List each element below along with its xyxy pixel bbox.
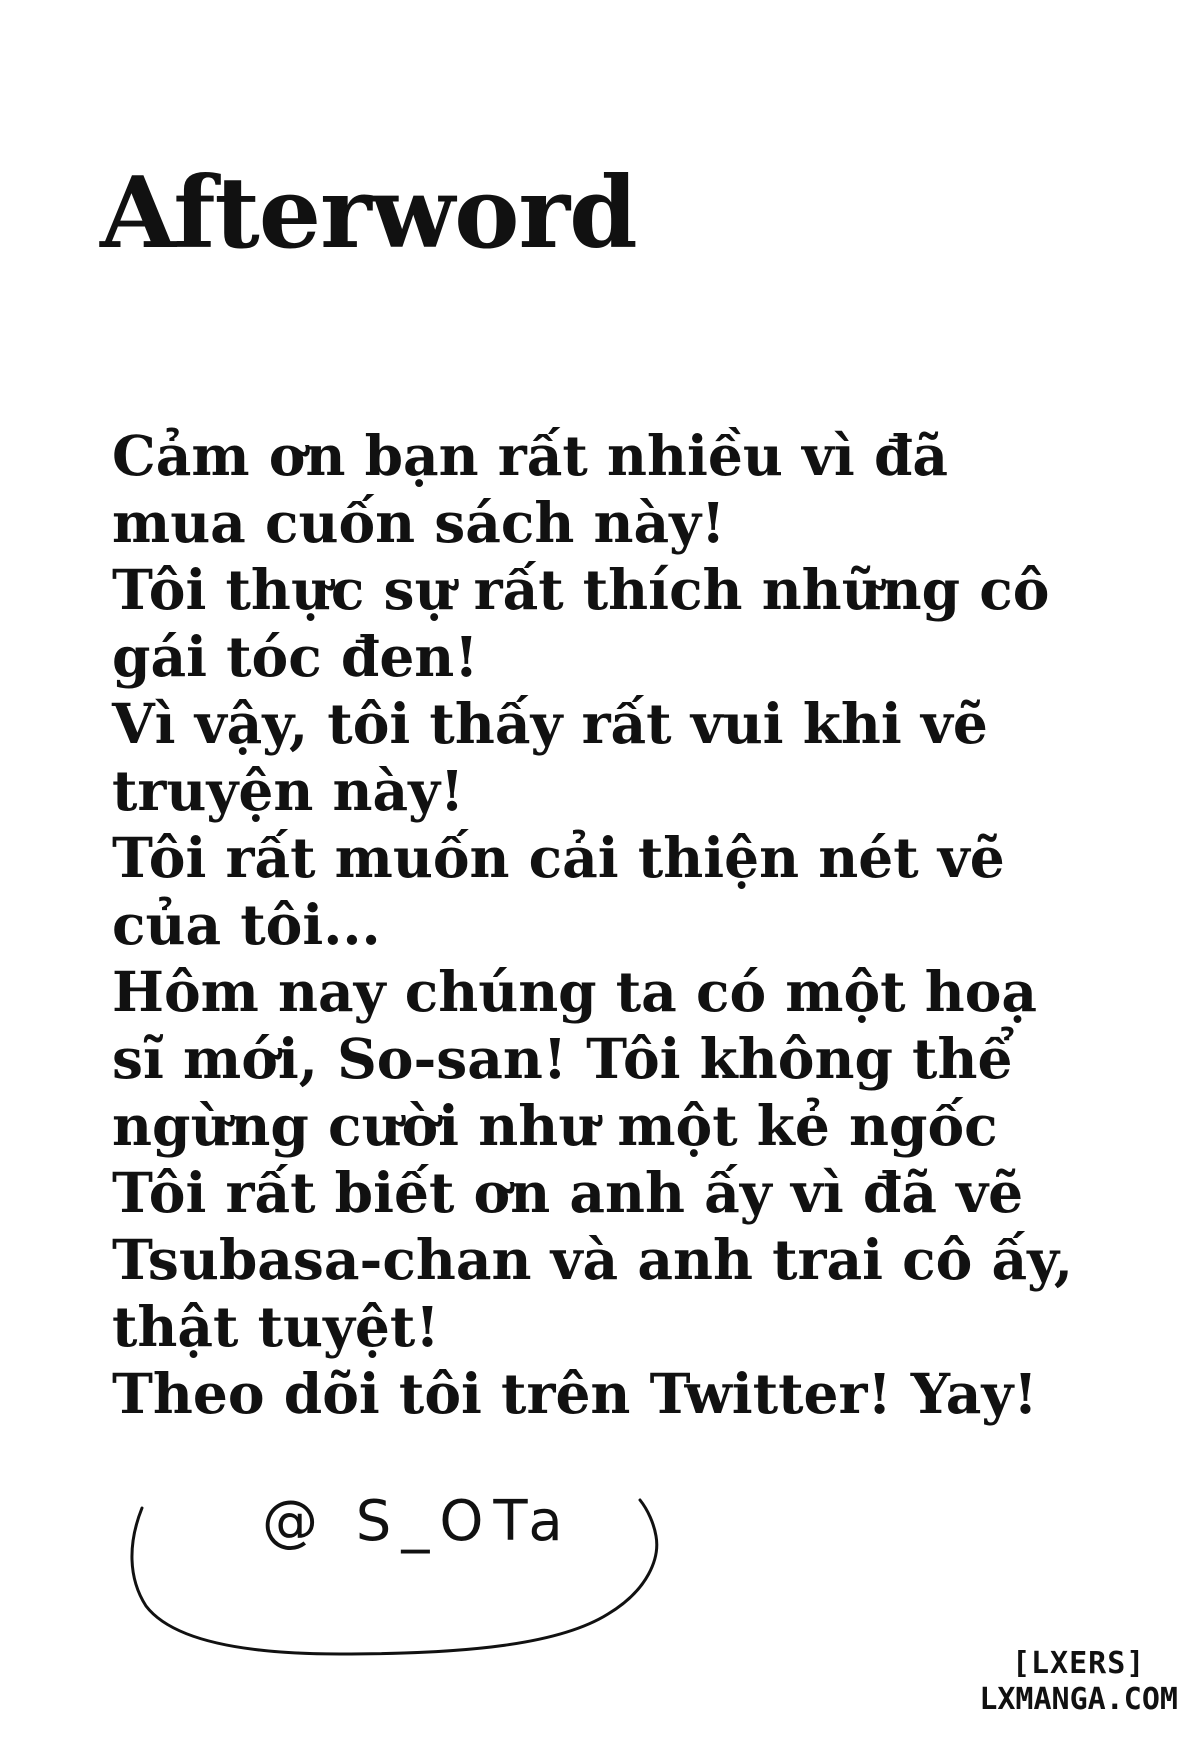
body-line: Tsubasa-chan và anh trai cô ấy,: [112, 1227, 1073, 1292]
page-title: Afterword: [100, 156, 637, 271]
body-line: ngừng cười như một kẻ ngốc: [112, 1093, 998, 1158]
twitter-handle: @ S_OTa: [262, 1489, 573, 1554]
body-line: Tôi rất muốn cải thiện nét vẽ: [112, 825, 1005, 890]
body-line: Cảm ơn bạn rất nhiều vì đã: [112, 423, 949, 488]
body-line: Vì vậy, tôi thấy rất vui khi vẽ: [112, 691, 988, 756]
body-line: Tôi rất biết ơn anh ấy vì đã vẽ: [112, 1160, 1024, 1225]
watermark: [979, 1646, 1178, 1718]
body-line: Hôm nay chúng ta có một hoạ: [112, 959, 1038, 1024]
body-line: mua cuốn sách này!: [112, 490, 726, 555]
body-line: thật tuyệt!: [112, 1294, 440, 1359]
body-line: Theo dõi tôi trên Twitter! Yay!: [112, 1361, 1038, 1426]
body-line: gái tóc đen!: [112, 624, 479, 689]
watermark-bracket-text: [LXERS]: [1011, 1646, 1146, 1681]
body-line: của tôi...: [112, 892, 381, 957]
afterword-body: [112, 422, 1152, 1427]
body-line: sĩ mới, So-san! Tôi không thể: [112, 1026, 1013, 1091]
watermark-site-text: LXMANGA.COM: [979, 1682, 1178, 1717]
body-line: truyện này!: [112, 758, 465, 823]
body-line: Tôi thực sự rất thích những cô: [112, 557, 1050, 622]
